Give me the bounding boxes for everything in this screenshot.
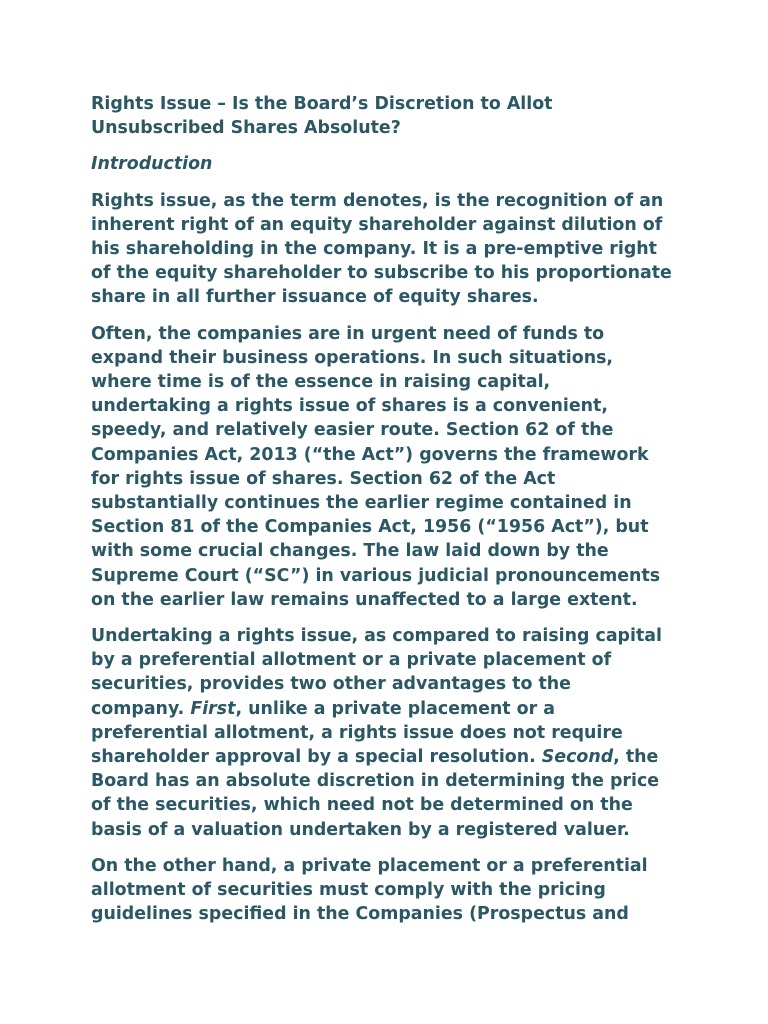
text-line: speedy, and relatively easier route. Section 62 of the <box>91 420 614 441</box>
document-page <box>91 92 691 939</box>
text-line: allotment of securities must comply with the pricing <box>91 880 606 901</box>
emphasis-second: Second <box>541 747 614 768</box>
text-segment: shareholder approval by a special resolution. <box>91 747 542 768</box>
text-line: with some crucial changes. The law laid down by the <box>91 541 609 562</box>
text-line: preferential allotment, a rights issue does not require <box>91 722 623 743</box>
text-line: undertaking a rights issue of shares is a convenient, <box>91 396 608 417</box>
text-line: Section 81 of the Companies Act, 1956 (“1956 Act”), but <box>91 517 649 538</box>
text-line <box>91 745 691 769</box>
text-segment: , the <box>613 747 659 768</box>
text-line: of the securities, which need not be determined on the <box>91 795 633 816</box>
text-line: of the equity shareholder to subscribe to his proportionate <box>91 263 672 284</box>
paragraph-3 <box>91 624 691 842</box>
text-line: On the other hand, a private placement or a preferential <box>91 855 648 876</box>
text-line: for rights issue of shares. Section 62 of the Act <box>91 468 556 489</box>
text-line: share in all further issuance of equity shares. <box>91 287 539 308</box>
text-line: substantially continues the earlier regime contained in <box>91 493 632 514</box>
text-line: by a preferential allotment or a private placement of <box>91 650 612 671</box>
text-line: securities, provides two other advantages to the <box>91 674 571 695</box>
text-line: where time is of the essence in raising capital, <box>91 372 551 393</box>
text-line: Often, the companies are in urgent need of funds to <box>91 323 605 344</box>
text-line: on the earlier law remains unaffected to a large extent. <box>91 589 638 610</box>
text-line: Companies Act, 2013 (“the Act”) governs the framework <box>91 444 649 465</box>
title-line: Unsubscribed Shares Absolute? <box>91 118 401 139</box>
text-segment: company. <box>91 698 191 719</box>
text-line: guidelines specified in the Companies (Prospectus and <box>91 904 629 925</box>
text-line: Undertaking a rights issue, as compared to raising capital <box>91 626 662 647</box>
text-line: Supreme Court (“SC”) in various judicial pronouncements <box>91 565 661 586</box>
text-segment: , unlike a private placement or a <box>235 698 555 719</box>
emphasis-first: First <box>190 698 236 719</box>
text-line: Board has an absolute discretion in determining the price <box>91 771 660 792</box>
title-line: Rights Issue – Is the Board’s Discretion to Allot <box>91 94 553 114</box>
text-line: expand their business operations. In such situations, <box>91 347 614 368</box>
text-line <box>91 697 691 721</box>
paragraph-1 <box>91 189 691 310</box>
text-line: basis of a valuation undertaken by a registered valuer. <box>91 819 630 840</box>
text-line: Rights issue, as the term denotes, is the recognition of an <box>91 190 664 211</box>
paragraph-4 <box>91 854 691 927</box>
paragraph-2 <box>91 322 691 612</box>
document-title <box>91 92 691 140</box>
section-heading: Introduction <box>91 154 213 175</box>
text-line: inherent right of an equity shareholder against dilution of <box>91 214 663 235</box>
text-line: his shareholding in the company. It is a pre-emptive right <box>91 239 657 260</box>
